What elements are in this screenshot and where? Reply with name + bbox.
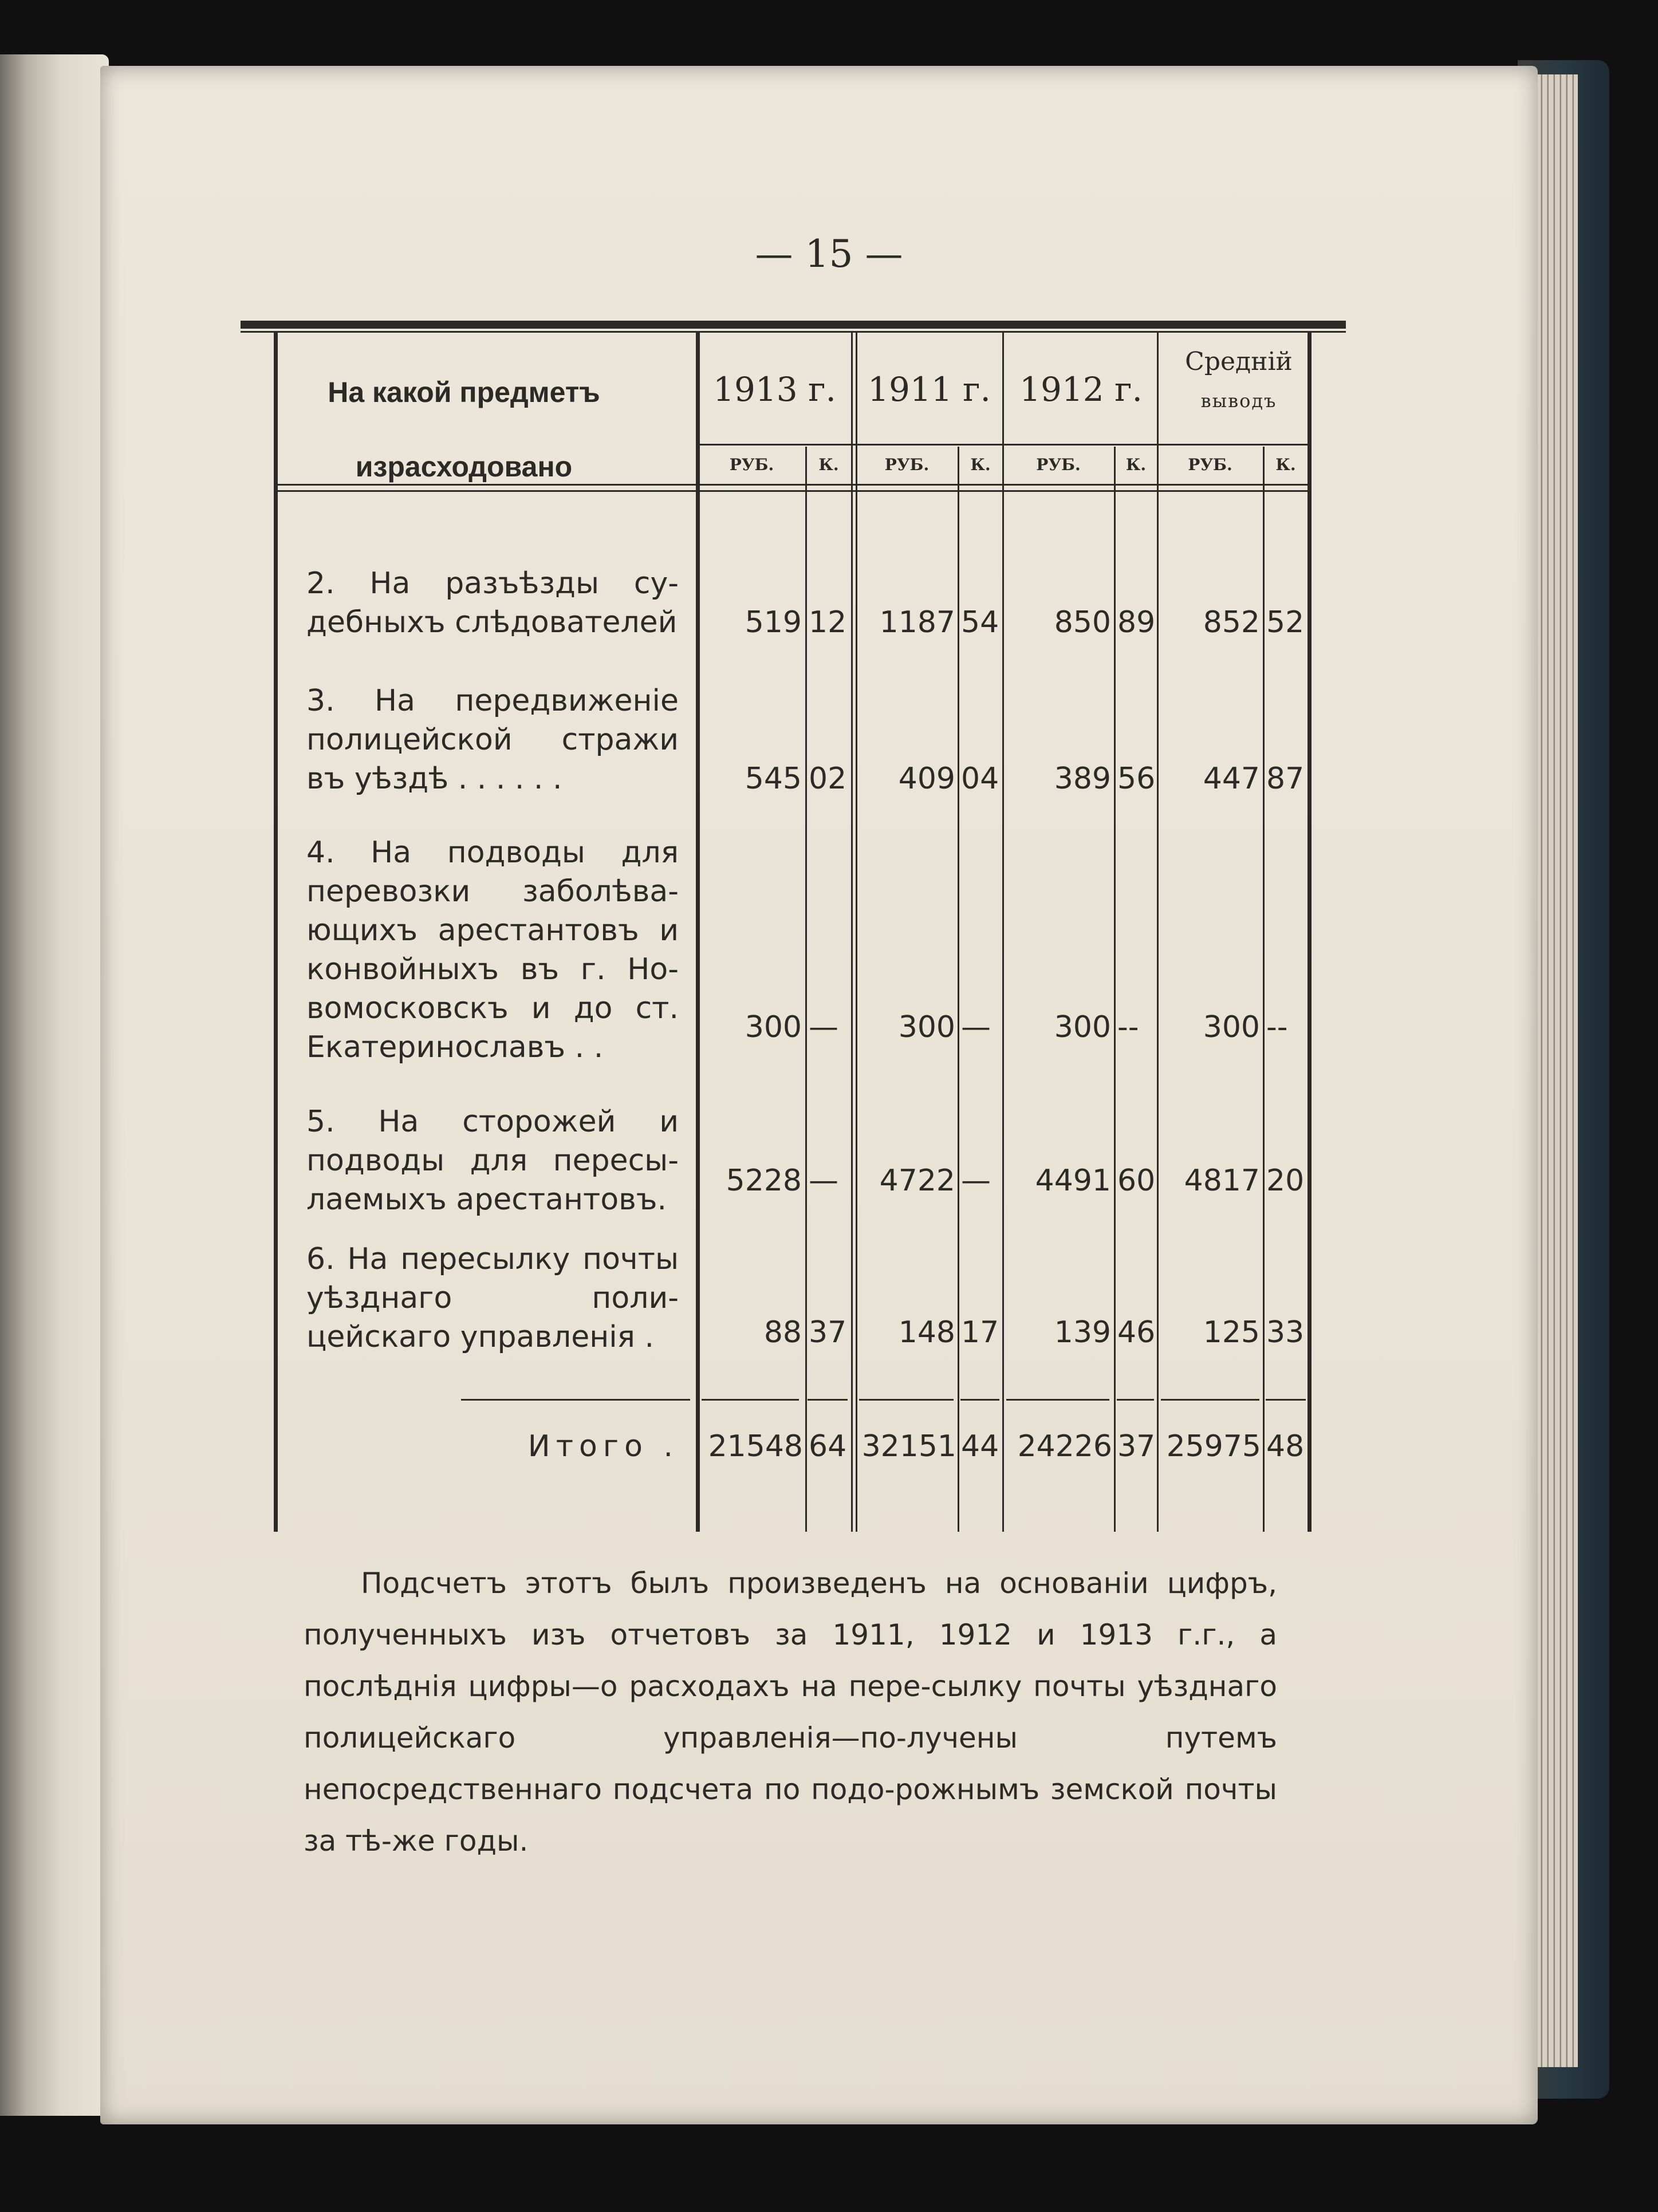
total-avg-rub: 25975 xyxy=(1166,1429,1261,1464)
unit-kop-avg: К. xyxy=(1275,455,1296,474)
header-average-sub: выводъ xyxy=(1200,390,1277,412)
total-rule-avg-kop xyxy=(1266,1399,1306,1401)
cell-r2-1911-kop: 54 xyxy=(961,605,999,640)
unit-rub-avg: РУБ. xyxy=(1188,455,1232,474)
cell-r4-1913-rub: 300 xyxy=(745,1010,802,1044)
header-average xyxy=(1159,342,1319,420)
cell-r4-avg-kop: -- xyxy=(1266,1010,1288,1044)
column-divider-1911 xyxy=(851,332,853,1532)
cell-r6-avg-rub: 125 xyxy=(1203,1315,1260,1350)
page-number: — 15 — xyxy=(755,232,903,276)
row-label-3: 3. На передвиженіе полицейской стражи въ уѣздѣ . . . . . . xyxy=(306,684,679,796)
total-rule-1911 xyxy=(859,1399,954,1401)
cell-r3-avg-kop: 87 xyxy=(1266,762,1305,796)
cell-r6-1913-kop: 37 xyxy=(809,1315,847,1350)
table-top-rule-thin xyxy=(241,331,1346,333)
unit-kop-1913: К. xyxy=(818,455,839,474)
kop-divider-avg xyxy=(1263,447,1265,1532)
unit-kop-1911: К. xyxy=(970,455,991,474)
unit-rub-1912: РУБ. xyxy=(1036,455,1081,474)
cell-r5-1912-rub: 4491 xyxy=(1035,1164,1111,1198)
table-left-border xyxy=(274,332,278,1532)
total-rule-1912-kop xyxy=(1117,1399,1154,1401)
cell-r5-avg-rub: 4817 xyxy=(1184,1164,1260,1198)
row-label-6: 6. На пересылку почты уѣзднаго поли-цейскаго управленія . xyxy=(306,1242,679,1354)
row-label-5: 5. На сторожей и подводы для пересы-лаемыхъ арестантовъ. xyxy=(306,1105,679,1217)
total-1912-kop: 37 xyxy=(1117,1429,1156,1464)
header-average-title: Средній xyxy=(1185,347,1293,376)
kop-divider-1913 xyxy=(805,447,807,1532)
cell-r4-1912-kop: -- xyxy=(1117,1010,1139,1044)
header-subject: На какой предметъ израсходовано xyxy=(328,376,600,483)
cell-r5-1913-rub: 5228 xyxy=(726,1164,802,1198)
header-year-rule xyxy=(696,444,1312,445)
total-1911-kop: 44 xyxy=(961,1429,999,1464)
cell-r3-1912-kop: 56 xyxy=(1117,762,1156,796)
cell-r4-1911-rub: 300 xyxy=(898,1010,955,1044)
cell-r3-avg-rub: 447 xyxy=(1203,762,1260,796)
cell-r6-avg-kop: 33 xyxy=(1266,1315,1305,1350)
header-year-1911: 1911 г. xyxy=(868,370,991,409)
cell-r5-avg-kop: 20 xyxy=(1266,1164,1305,1198)
row-label-2: 2. На разъѣзды су-дебныхъ слѣдователей xyxy=(306,566,679,640)
cell-r4-1912-rub: 300 xyxy=(1054,1010,1111,1044)
cell-r3-1913-rub: 545 xyxy=(745,762,802,796)
cell-r6-1912-kop: 46 xyxy=(1117,1315,1156,1350)
total-rule-1912 xyxy=(1006,1399,1109,1401)
cell-r5-1911-rub: 4722 xyxy=(879,1164,955,1198)
left-page-edge xyxy=(0,54,109,2116)
cell-r6-1912-rub: 139 xyxy=(1054,1315,1111,1350)
body-paragraph xyxy=(304,1558,1277,1867)
header-year-1912: 1912 г. xyxy=(1019,370,1143,409)
total-1912-rub: 24226 xyxy=(1017,1429,1112,1464)
total-label: Итого . xyxy=(527,1429,679,1464)
cell-r4-1913-kop: — xyxy=(809,1010,838,1044)
cell-r3-1913-kop: 02 xyxy=(809,762,847,796)
cell-r2-1913-kop: 12 xyxy=(809,605,847,640)
cell-r4-1911-kop: — xyxy=(961,1010,991,1044)
total-rule-1913-kop xyxy=(808,1399,848,1401)
unit-kop-1912: К. xyxy=(1125,455,1147,474)
row-label-4: 4. На подводы для перевозки заболѣва-ющихъ арестантовъ и конвойныхъ въ г. Но-вомосковскъ и до ст. Екатеринославъ . . xyxy=(306,835,679,1064)
cell-r3-1911-kop: 04 xyxy=(961,762,999,796)
cell-r2-1912-kop: 89 xyxy=(1117,605,1156,640)
total-rule-1913 xyxy=(702,1399,799,1401)
total-avg-kop: 48 xyxy=(1266,1429,1305,1464)
kop-divider-1911 xyxy=(958,447,959,1532)
cell-r6-1911-rub: 148 xyxy=(898,1315,955,1350)
cell-r3-1912-rub: 389 xyxy=(1054,762,1111,796)
total-1913-kop: 64 xyxy=(809,1429,847,1464)
cell-r2-1911-rub: 1187 xyxy=(879,605,955,640)
table-top-rule xyxy=(241,321,1346,329)
unit-rub-1913: РУБ. xyxy=(729,455,774,474)
total-rule-label xyxy=(461,1399,690,1401)
total-rule-avg xyxy=(1161,1399,1259,1401)
total-1913-rub: 21548 xyxy=(708,1429,803,1464)
unit-rub-1911: РУБ. xyxy=(884,455,930,474)
cell-r2-1912-rub: 850 xyxy=(1054,605,1111,640)
cell-r2-avg-kop: 52 xyxy=(1266,605,1305,640)
table-right-border xyxy=(1308,332,1312,1532)
cell-r2-avg-rub: 852 xyxy=(1203,605,1260,640)
cell-r6-1913-rub: 88 xyxy=(763,1315,802,1350)
total-1911-rub: 32151 xyxy=(861,1429,956,1464)
cell-r2-1913-rub: 519 xyxy=(745,605,802,640)
kop-divider-1912 xyxy=(1114,447,1116,1532)
cell-r5-1913-kop: — xyxy=(809,1164,838,1198)
cell-r6-1911-kop: 17 xyxy=(961,1315,999,1350)
cell-r5-1912-kop: 60 xyxy=(1117,1164,1156,1198)
cell-r4-avg-rub: 300 xyxy=(1203,1010,1260,1044)
total-rule-1911-kop xyxy=(960,1399,999,1401)
header-year-1913: 1913 г. xyxy=(713,370,836,409)
paragraph-text: Подсчетъ этотъ былъ произведенъ на основаніи цифръ, полученныхъ изъ отчетовъ за 1911, 1912 и 1913 г.г., а послѣднія цифры—о расходахъ на пере-сылку почты уѣзднаго полицейскаго управленія—по-лучены путемъ непосредственнаго подсчета по подо-рожнымъ земской почты за тѣ-же годы. xyxy=(304,1567,1277,1858)
cell-r5-1911-kop: — xyxy=(961,1164,991,1198)
cell-r3-1911-rub: 409 xyxy=(898,762,955,796)
